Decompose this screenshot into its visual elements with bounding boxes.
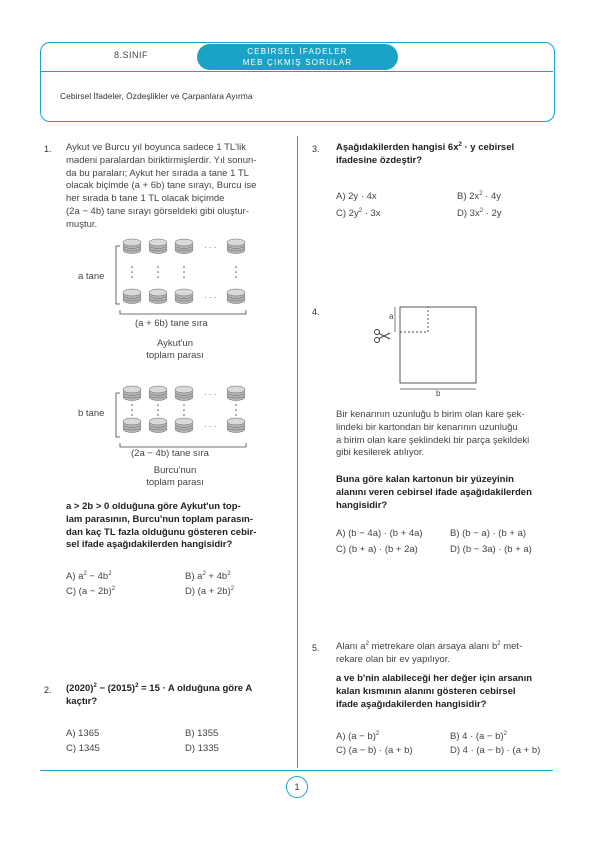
vertical-dot bbox=[183, 404, 185, 406]
q1-fig2-caption: Burcu'nun toplam parası bbox=[146, 465, 204, 488]
vertical-dot bbox=[157, 414, 159, 416]
header-divider bbox=[40, 71, 553, 72]
title-line-1: CEBİRSEL İFADELER bbox=[247, 47, 348, 56]
coin-stack-icon bbox=[227, 386, 245, 401]
q1-text-line: (2a − 4b) tane sırayı görseldeki gibi oluştur- bbox=[66, 205, 249, 217]
coin-stack-icon bbox=[149, 289, 167, 304]
q4-option-d[interactable]: D) (b − 3a) · (b + a) bbox=[450, 544, 532, 555]
q5-question: a ve b'nin alabileceği her değer için arsanın kalan kısmının alanını gösteren cebirsel ifade aşağıdakilerden hangisidir? bbox=[336, 673, 533, 710]
q5-option-c[interactable]: C) (a − b) · (a + b) bbox=[336, 745, 413, 756]
vertical-dot bbox=[183, 276, 185, 278]
vertical-dot bbox=[183, 266, 185, 268]
coin-stack-icon bbox=[227, 418, 245, 433]
q1-fig1-bottom-label: (a + 6b) tane sıra bbox=[135, 318, 208, 329]
q4-option-c[interactable]: C) (b + a) · (b + 2a) bbox=[336, 544, 418, 555]
vertical-dot bbox=[157, 271, 159, 273]
coin-stack-icon bbox=[149, 239, 167, 254]
q4-text: Bir kenarının uzunluğu b birim olan kare şek- lindeki bir kartondan bir kenarının uzunluğu a birim olan kare şeklindeki bir parça şekildeki gibi kesilerek atılıyor. bbox=[336, 409, 530, 459]
q1-text-line: olacak biçimde (a + 6b) tane sırayı, Burcu ise bbox=[66, 180, 257, 192]
q3-number: 3. bbox=[312, 144, 320, 154]
q5-option-a[interactable]: A) $(a - b)^2$ bbox=[336, 730, 380, 742]
scissors-icon bbox=[375, 330, 391, 343]
q5-option-d[interactable]: D) 4 · (a − b) · (a + b) bbox=[450, 745, 541, 756]
q1-figure-aykut bbox=[112, 238, 252, 318]
q4-label-a: a bbox=[389, 312, 394, 321]
q4-question: Buna göre kalan kartonun bir yüzeyinin alanını veren cebirsel ifade aşağıdakilerden hangisidir? bbox=[336, 474, 532, 511]
q1-text-line: her sırada b tane 1 TL olacak biçimde bbox=[66, 193, 225, 205]
vertical-dot bbox=[183, 414, 185, 416]
coin-stack-icon bbox=[123, 418, 141, 433]
q4-label-b: b bbox=[436, 389, 441, 398]
q1-option-d[interactable]: D) $(a + 2b)^2$ bbox=[185, 585, 235, 597]
vertical-dot bbox=[131, 404, 133, 406]
title-line-2: MEB ÇIKMIŞ SORULAR bbox=[242, 58, 353, 67]
q2-option-c[interactable]: C) 1345 bbox=[66, 743, 100, 754]
vertical-dot bbox=[131, 409, 133, 411]
q1-text-line: Aykut ve Burcu yıl boyunca sadece 1 TL'lik bbox=[66, 142, 246, 153]
vertical-dot bbox=[235, 276, 237, 278]
q1-fig2-bottom-label: (2a − 4b) tane sıra bbox=[131, 448, 209, 459]
q3-option-d[interactable]: D) $3x^2 \cdot 2y$ bbox=[457, 207, 502, 219]
q1-fig1-side-label: a tane bbox=[78, 271, 105, 282]
q1-option-a[interactable]: A) $a^2 - 4b^2$ bbox=[66, 570, 112, 582]
coin-stack-icon bbox=[123, 239, 141, 254]
q1-fig1-caption: Aykut'un toplam parası bbox=[146, 338, 204, 361]
q1-option-c[interactable]: C) $(a - 2b)^2$ bbox=[66, 585, 116, 597]
ellipsis-dots: · · · bbox=[204, 390, 217, 399]
q1-number: 1. bbox=[44, 144, 52, 154]
q1-text-line: da bu paraları; Aykut her sırada a tane 1 TL bbox=[66, 167, 249, 179]
q2-number: 2. bbox=[44, 685, 52, 695]
vertical-dot bbox=[157, 404, 159, 406]
ellipsis-dots: · · · bbox=[204, 293, 217, 302]
vertical-dot bbox=[235, 409, 237, 411]
q2-option-a[interactable]: A) 1365 bbox=[66, 728, 100, 739]
column-divider bbox=[297, 136, 298, 768]
coin-stack-icon bbox=[175, 418, 193, 433]
q1-question: a > 2b > 0 olduğuna göre Aykut'un top- lam parasının, Burcu'nun toplam parasın- dan kaç TL fazla olduğunu gösteren cebir- sel ifade aşağıdakilerden hangisidir? bbox=[66, 501, 257, 551]
vertical-dot bbox=[131, 276, 133, 278]
ellipsis-dots: · · · bbox=[204, 422, 217, 431]
q5-option-b[interactable]: B) $4 \cdot (a - b)^2$ bbox=[450, 730, 507, 742]
q4-option-b[interactable]: B) (b − a) · (b + a) bbox=[450, 528, 527, 539]
vertical-dot bbox=[235, 404, 237, 406]
vertical-dot bbox=[235, 271, 237, 273]
page-number: 1 bbox=[286, 776, 308, 798]
q4-number: 4. bbox=[312, 307, 320, 317]
title-pill bbox=[197, 44, 398, 70]
coin-stack-icon bbox=[149, 386, 167, 401]
q1-text-line: muştur. bbox=[66, 218, 98, 230]
vertical-dot bbox=[131, 271, 133, 273]
q5-text: Alanı $a^2$ metrekare olan arsaya alanı $b^2$ met- rekare olan bir ev yapılıyor. bbox=[336, 640, 523, 665]
coin-stack-icon bbox=[123, 386, 141, 401]
q1-fig2-side-label: b tane bbox=[78, 408, 105, 419]
vertical-dot bbox=[131, 414, 133, 416]
vertical-dot bbox=[157, 276, 159, 278]
coin-stack-icon bbox=[123, 289, 141, 304]
q4-option-a[interactable]: A) (b − 4a) · (b + 4a) bbox=[336, 528, 423, 539]
coin-stack-icon bbox=[227, 239, 245, 254]
vertical-dot bbox=[183, 271, 185, 273]
vertical-dot bbox=[183, 409, 185, 411]
coin-stack-icon bbox=[149, 418, 167, 433]
q3-option-c[interactable]: C) $2y^2 \cdot 3x$ bbox=[336, 207, 381, 219]
subject-label: Cebirsel İfadeler, Özdeşlikler ve Çarpanlara Ayırma bbox=[60, 91, 253, 101]
q1-text-line: madeni paralardan biriktirmişlerdir. Yıl sonun- bbox=[66, 154, 257, 166]
q4-square-figure bbox=[370, 302, 480, 402]
coin-stack-group bbox=[123, 239, 245, 304]
q2-option-b[interactable]: B) 1355 bbox=[185, 728, 219, 739]
ellipsis-dots: · · · bbox=[204, 243, 217, 252]
q1-option-b[interactable]: B) $a^2 + 4b^2$ bbox=[185, 570, 231, 582]
vertical-dot bbox=[157, 409, 159, 411]
coin-stack-icon bbox=[227, 289, 245, 304]
q2-question: $(2020)^2 - (2015)^2 = 15 \cdot A$ olduğuna göre A kaçtır? bbox=[66, 682, 253, 707]
q3-option-a[interactable]: A) 2y · 4x bbox=[336, 191, 377, 202]
coin-stack-icon bbox=[175, 239, 193, 254]
q1-text bbox=[66, 142, 288, 232]
grade-label: 8.SINIF bbox=[114, 50, 149, 60]
coin-stack-icon bbox=[175, 289, 193, 304]
coin-stack-icon bbox=[175, 386, 193, 401]
vertical-dot bbox=[235, 266, 237, 268]
q3-question: Aşağıdakilerden hangisi $6x^2 \cdot y$ cebirsel ifadesine özdeştir? bbox=[336, 141, 515, 166]
q5-number: 5. bbox=[312, 643, 320, 653]
q2-option-d[interactable]: D) 1335 bbox=[185, 743, 219, 754]
vertical-dot bbox=[157, 266, 159, 268]
vertical-dot bbox=[131, 266, 133, 268]
coin-stack-group bbox=[123, 386, 245, 433]
footer-line bbox=[40, 770, 553, 771]
vertical-dot bbox=[235, 414, 237, 416]
q3-option-b[interactable]: B) $2x^2 \cdot 4y$ bbox=[457, 190, 502, 202]
